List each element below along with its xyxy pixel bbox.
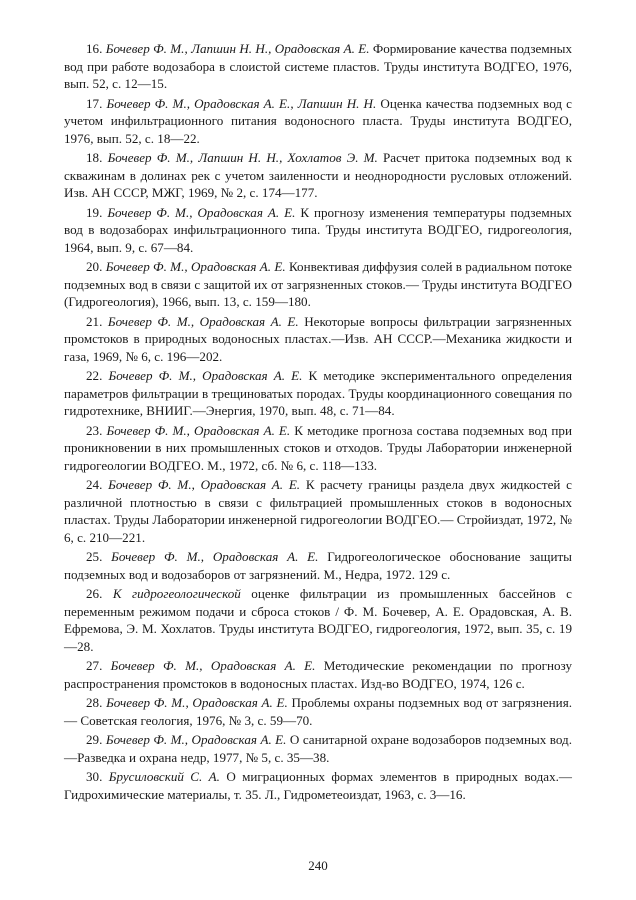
reference-number: 16.: [86, 41, 103, 56]
reference-authors: Бочевер Ф. М., Орадовская А. Е.: [107, 313, 299, 329]
reference-entry: [64, 367, 572, 420]
reference-text: К методике прогноза состава подземных вод при проникновении в них промышленных стоков и отходов. Труды Лаборатории инженерной гидрогеологии ВОДГЕО. М., 1972, сб. № 6, с. 118—133.: [64, 422, 572, 473]
reference-entry: [64, 95, 572, 148]
reference-number: 27.: [86, 658, 103, 673]
reference-number: 24.: [86, 477, 103, 492]
reference-authors: Бочевер Ф. М., Орадовская А. Е.: [105, 732, 287, 747]
reference-text: К методике экспериментального определения параметров фильтрации в трещиноватых породах. Труды координационного совещания по гидротехнике, ВНИИГ.—Энергия, 1970, вып. 48, с. 71—84.: [64, 368, 572, 418]
reference-authors: Бочевер Ф. М., Лапшин Н. Н., Хохлатов Э. М.: [107, 150, 378, 165]
reference-text: О миграционных формах элементов в природных водах.— Гидрохимические материалы, т. 35. Л., Гидрометеоиздат, 1963, с. 3—16.: [64, 769, 572, 802]
reference-entry: [64, 548, 572, 583]
reference-entry: [64, 204, 572, 257]
reference-number: 20.: [86, 259, 103, 274]
reference-authors: Бочевер Ф. М., Орадовская А. Е.: [108, 368, 303, 383]
reference-entry: [64, 149, 572, 202]
reference-number: 29.: [86, 732, 103, 747]
reference-number: 28.: [86, 695, 103, 710]
reference-entry: [64, 422, 572, 475]
reference-authors: Брусиловский С. А.: [108, 769, 220, 784]
reference-number: 22.: [86, 368, 103, 383]
reference-authors: К гидрогеологической: [112, 586, 241, 601]
reference-entry: [64, 731, 572, 766]
reference-authors: Бочевер Ф. М., Орадовская А. Е.: [108, 477, 301, 492]
reference-text: К расчету границы раздела двух жидкостей с различной плотностью в связи с фильтрацией промышленных стоков в водоносных пластах. Труды Лаборатории инженерной гидрогеологии ВОДГЕО.— Стройиздат, 1972, № 6, с. 210—221.: [64, 477, 572, 545]
reference-number: 25.: [86, 549, 103, 564]
reference-entry: [64, 258, 572, 311]
reference-entry: [64, 313, 572, 366]
reference-text: Оценка качества подземных вод с учетом инфильтрационного питания водоносного пласта. Труды института ВОДГЕО, 1976, вып. 52, с. 18—22.: [64, 95, 572, 146]
reference-entry: [64, 768, 572, 803]
reference-list: [64, 40, 572, 805]
reference-authors: Бочевер Ф. М., Лапшин Н. Н., Орадовская А. Е.: [105, 41, 370, 56]
reference-number: 26.: [86, 586, 103, 601]
reference-number: 19.: [86, 204, 103, 220]
reference-text: Некоторые вопросы фильтрации загрязненных промстоков в природных водоносных пластах.—Изв. АН СССР.—Механика жидкости и газа, 1969, № 6, с. 196—202.: [64, 313, 572, 364]
reference-text: Расчет притока подземных вод к скважинам в долинах рек с учетом заиленности и неоднородности русловых отложений. Изв. АН СССР, МЖГ, 1969, № 2, с. 174—177.: [64, 150, 573, 200]
reference-entry: [64, 585, 572, 655]
reference-text: оценке фильтрации из промышленных бассейнов с переменным режимом подачи и сброса стоков / Ф. М. Бочевер, А. Е. Орадовская, А. В. Ефремова, Э. М. Хохлатов. Труды института ВОДГЕО, гидрогеология, 1972, вып. 35, с. 19—28.: [64, 586, 572, 654]
reference-entry: [64, 694, 572, 729]
reference-text: О санитарной охране водозаборов подземных вод.—Разведка и охрана недр, 1977, № 5, с. 35—38.: [64, 732, 572, 765]
reference-entry: [64, 476, 572, 546]
reference-authors: Бочевер Ф. М., Орадовская А. Е.: [106, 422, 291, 438]
reference-entry: [64, 40, 572, 93]
reference-number: 18.: [86, 150, 103, 165]
reference-number: 21.: [86, 313, 103, 329]
reference-authors: Бочевер Ф. М., Орадовская А. Е., Лапшин Н. Н.: [106, 95, 377, 111]
reference-authors: Бочевер Ф. М., Орадовская А. Е.: [105, 259, 286, 274]
reference-authors: Бочевер Ф. М., Орадовская А. Е.: [111, 549, 319, 564]
reference-number: 23.: [86, 422, 103, 438]
page-number: 240: [308, 858, 328, 873]
reference-text: Конвективая диффузия солей в радиальном потоке подземных вод в связи с защитой их от загрязненных стоков.— Труды института ВОДГЕО (Гидрогеология), 1966, вып. 13, с. 159—180.: [64, 259, 572, 309]
reference-authors: Бочевер Ф. М., Орадовская А. Е.: [110, 658, 316, 673]
reference-number: 17.: [86, 95, 103, 111]
reference-text: Проблемы охраны подземных вод от загрязнения.— Советская геология, 1976, № 3, с. 59—70.: [64, 695, 572, 728]
reference-text: Методические рекомендации по прогнозу распространения промстоков в водоносных пластах. Изд-во ВОДГЕО, 1974, 126 с.: [64, 658, 572, 691]
reference-text: Гидрогеологическое обоснование защиты подземных вод и водозаборов от загрязнений. М., Недра, 1972. 129 с.: [64, 549, 572, 582]
reference-number: 30.: [86, 769, 103, 784]
reference-authors: Бочевер Ф. М., Орадовская А. Е.: [106, 695, 288, 710]
reference-text: Формирование качества подземных вод при работе водозабора в слоистой системе пластов. Труды института ВОДГЕО, 1976, вып. 52, с. 12—15.: [64, 41, 572, 91]
reference-entry: [64, 657, 572, 692]
reference-authors: Бочевер Ф. М., Орадовская А. Е.: [107, 204, 296, 220]
reference-text: К прогнозу изменения температуры подземных вод в водозаборах инфильтрационного типа. Труды института ВОДГЕО, гидрогеология, 1964, вып. 9, с. 67—84.: [64, 204, 572, 255]
